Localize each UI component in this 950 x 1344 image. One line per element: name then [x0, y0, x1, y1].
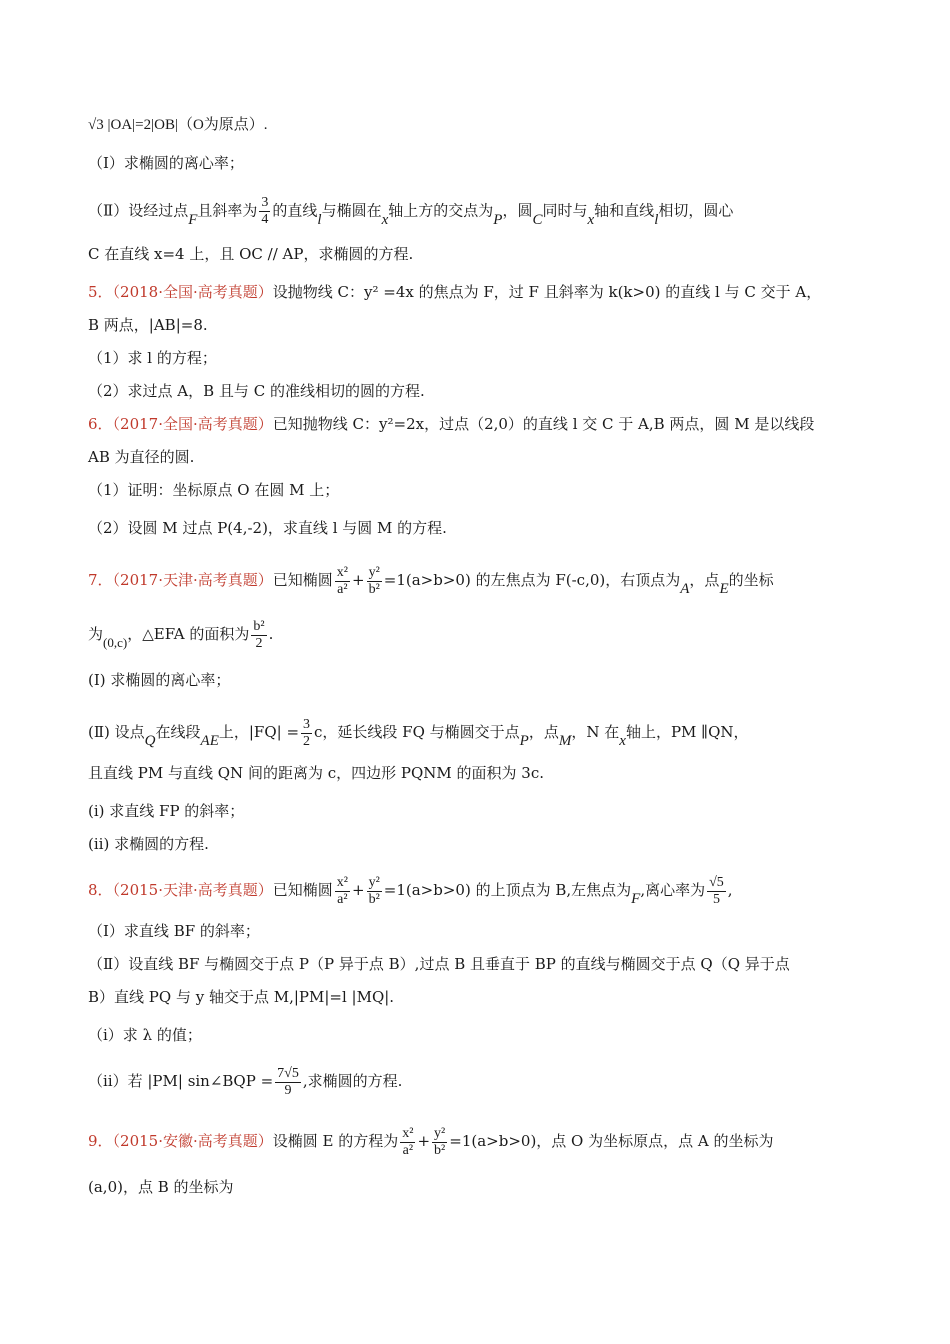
text-seg: B）直线 PQ 与 y 轴交于点 M,|PM|=l |MQ|.	[88, 988, 395, 1006]
text-seg: 已知椭圆	[272, 881, 333, 899]
frac-num: b²	[253, 618, 265, 634]
q7-part-2	[88, 712, 868, 752]
text-seg: ,离心率为	[640, 881, 706, 899]
text-seg: 且直线 PM 与直线 QN 间的距离为 c，四边形 PQNM 的面积为 3c.	[88, 764, 545, 782]
frac-num: x²	[336, 564, 348, 580]
text-seg: ,求椭圆的方程.	[302, 1072, 403, 1090]
text-seg: (a,0)，点 B 的坐标为	[88, 1178, 234, 1196]
question-text: 已知抛物线 C：y²=2x，过点（2,0）的直线 l 交 C 于 A,B 两点，圆 M 是以线段	[272, 415, 815, 433]
math-x: x	[381, 211, 389, 228]
question-source: （2017·天津·高考真题）	[112, 571, 273, 589]
text-seg: 已知椭圆	[272, 571, 333, 589]
fraction-x2-a2	[400, 1126, 415, 1159]
frac-num: √5	[709, 874, 724, 890]
question-8: 8．（2015·天津·高考真题）已知椭圆 $\frac{\text{x²}}{\text{a²}}$ + $\frac{\text{y²}}{\text{b²}}$ =1(a>b>0) 的上顶点为 B,左焦点为F,离心率为 $\frac{√5}{5}$ ,	[88, 874, 733, 907]
q5-part-2	[88, 379, 868, 403]
q6-part-2	[88, 516, 868, 540]
text-seg: （1）证明：坐标原点 O 在圆 M 上；	[88, 481, 340, 499]
frac-den: a²	[402, 1142, 414, 1158]
q8-sub-1	[88, 1023, 868, 1047]
math-C: C	[532, 211, 543, 228]
text-seg: AB 为直径的圆.	[88, 448, 195, 466]
text-seg: （Ⅱ）设经过点	[88, 201, 189, 220]
math-AE: AE	[200, 733, 219, 749]
fraction-3-2	[301, 717, 312, 750]
fraction-7sqrt5-9	[275, 1066, 301, 1099]
q8-part-1	[88, 919, 868, 943]
q7-part-1	[88, 668, 868, 692]
text-seg: .	[268, 625, 274, 643]
text-seg: 为	[88, 625, 104, 643]
fraction-y2-b2	[432, 1126, 447, 1159]
text-seg: 在线段	[155, 723, 201, 741]
text-seg: (Ⅰ) 求椭圆的离心率；	[88, 671, 231, 689]
math-E: E	[719, 581, 729, 597]
fraction-y2-b2	[367, 875, 382, 908]
text-seg: (Ⅱ) 设点	[88, 723, 145, 741]
frac-den: 4	[261, 212, 269, 227]
question-number: 7．	[88, 571, 113, 589]
text-seg: 的直线	[272, 201, 318, 220]
frac-num: 7√5	[277, 1065, 299, 1081]
q9-line-2	[88, 1175, 868, 1199]
text-seg: 轴上方的交点为	[388, 201, 494, 220]
math-M: M	[558, 733, 572, 749]
text-seg: 上，|FQ| =	[218, 723, 300, 741]
text-seg: 的坐标	[728, 571, 774, 589]
math-A: A	[680, 581, 690, 597]
line-1	[88, 112, 868, 137]
fraction-x2-a2	[335, 875, 350, 908]
frac-num: x²	[402, 1125, 414, 1141]
math-Q: Q	[144, 733, 156, 749]
q6-part-1	[88, 478, 868, 502]
q8-line-3	[88, 985, 868, 1009]
text-seg: （1）求 l 的方程；	[88, 349, 217, 367]
frac-num: x²	[336, 874, 348, 890]
frac-den: a²	[337, 891, 348, 907]
text-seg: =1(a>b>0) 的上顶点为 B,左焦点为	[383, 881, 632, 899]
frac-num: y²	[368, 564, 380, 580]
frac-den: 2	[303, 733, 311, 749]
math-x: x	[587, 211, 595, 228]
text-seg: 相切，圆心	[658, 201, 734, 220]
text-seg: （Ⅰ）求直线 BF 的斜率；	[88, 922, 260, 940]
q5-part-1	[88, 346, 868, 370]
text-seg: =1(a>b>0)，点 O 为坐标原点，点 A 的坐标为	[449, 1132, 774, 1150]
fraction-3-4	[259, 195, 270, 228]
frac-den: 5	[712, 891, 720, 907]
text-seg: (ⅱ) 求椭圆的方程.	[88, 835, 209, 853]
q5-line-2	[88, 313, 868, 337]
fraction-y2-b2	[367, 565, 382, 598]
frac-den: b²	[368, 581, 380, 597]
question-source: （2018·全国·高考真题）	[112, 283, 273, 301]
fraction-b2-2	[251, 619, 266, 652]
fraction-x2-a2	[335, 565, 350, 598]
text-seg: ，点	[528, 723, 559, 741]
q4-part-2-cont	[88, 242, 868, 266]
question-text: 设抛物线 C：y² =4x 的焦点为 F，过 F 且斜率为 k(k>0) 的直线 l 与 C 交于 A，	[272, 283, 822, 301]
fraction-sqrt5-5	[707, 875, 726, 908]
text-seg: （ⅰ）求 λ 的值；	[88, 1026, 202, 1044]
math-F: F	[188, 211, 198, 228]
frac-num: y²	[434, 1125, 446, 1141]
text-seg: 设椭圆 E 的方程为	[272, 1132, 399, 1150]
q7-sub-1	[88, 799, 868, 823]
text-seg: B 两点，|AB|=8.	[88, 316, 208, 334]
question-number: 8．	[88, 881, 113, 899]
text-seg: （Ⅱ）设直线 BF 与椭圆交于点 P（P 异于点 B）,过点 B 且垂直于 BP 的直线与椭圆交于点 Q（Q 异于点	[88, 955, 790, 973]
text-seg: 轴上，PM ∥QN，	[625, 723, 749, 741]
line-1-text: √3 |OA|=2|OB|（O为原点）.	[88, 117, 268, 133]
q4-part-1	[88, 151, 868, 175]
text-seg: ，N 在	[571, 723, 620, 741]
question-source: （2017·全国·高考真题）	[112, 415, 273, 433]
math-P: P	[519, 733, 529, 749]
frac-num: 3	[303, 716, 311, 732]
text-seg: (ⅰ) 求直线 FP 的斜率；	[88, 802, 245, 820]
q8-sub-2	[88, 1061, 868, 1101]
q4-part-1-text: （Ⅰ）求椭圆的离心率；	[88, 154, 244, 172]
q8-part-2	[88, 952, 868, 976]
text-seg: （2）设圆 M 过点 P(4,-2)，求直线 l 与圆 M 的方程.	[88, 519, 447, 537]
q6-line-2	[88, 445, 868, 469]
text-seg: c，延长线段 FQ 与椭圆交于点	[314, 723, 520, 741]
text-seg: C 在直线 x=4 上，且 OC // AP，求椭圆的方程.	[88, 245, 414, 263]
text-seg: ，△EFA 的面积为	[127, 625, 250, 643]
q7-line-3	[88, 761, 868, 785]
frac-num: y²	[368, 874, 380, 890]
question-number: 5．	[88, 283, 113, 301]
question-9: 9．（2015·安徽·高考真题）设椭圆 E 的方程为 $\frac{\text{x²}}{\text{a²}}$ + $\frac{\text{y²}}{\text{b²}}$ =1(a>b>0)，点 O 为坐标原点，点 A 的坐标为	[88, 1125, 774, 1158]
question-number: 6．	[88, 415, 113, 433]
q4-part-2	[88, 195, 868, 228]
question-7: 7．（2017·天津·高考真题）已知椭圆 $\frac{\text{x²}}{\text{a²}}$ + $\frac{\text{y²}}{\text{b²}}$ =1(a>b>0) 的左焦点为 F(-c,0)，右顶点为A，点E的坐标	[88, 564, 774, 597]
frac-den: 2	[255, 635, 263, 651]
question-source: （2015·安徽·高考真题）	[112, 1132, 273, 1150]
text-seg: =1(a>b>0) 的左焦点为 F(-c,0)，右顶点为	[383, 571, 681, 589]
question-5	[88, 280, 868, 304]
text-seg: 轴和直线	[594, 201, 655, 220]
question-number: 9．	[88, 1132, 113, 1150]
text-seg: 与椭圆在	[321, 201, 382, 220]
math-l: l	[317, 211, 322, 228]
text-seg: ，点	[689, 571, 720, 589]
math-x: x	[619, 733, 626, 749]
question-6	[88, 412, 868, 436]
question-source: （2015·天津·高考真题）	[112, 881, 273, 899]
text-seg: （2）求过点 A，B 且与 C 的准线相切的圆的方程.	[88, 382, 425, 400]
text-seg: ,	[727, 881, 733, 899]
document-page	[88, 112, 868, 1199]
math-point: (0,c)	[103, 635, 128, 650]
text-seg: （ⅱ）若 |PM| sin∠BQP =	[88, 1072, 274, 1090]
q7-sub-2	[88, 832, 868, 856]
text-seg: ，圆	[502, 201, 533, 220]
text-seg: 且斜率为	[197, 201, 258, 220]
text-seg: 同时与	[542, 201, 588, 220]
frac-den: b²	[434, 1142, 446, 1158]
q7-line-2	[88, 614, 868, 654]
frac-den: a²	[337, 581, 348, 597]
math-F: F	[631, 891, 641, 907]
frac-den: 9	[284, 1082, 292, 1098]
math-l: l	[654, 211, 659, 228]
frac-den: b²	[368, 891, 380, 907]
frac-num: 3	[261, 195, 269, 210]
math-P: P	[493, 211, 503, 228]
